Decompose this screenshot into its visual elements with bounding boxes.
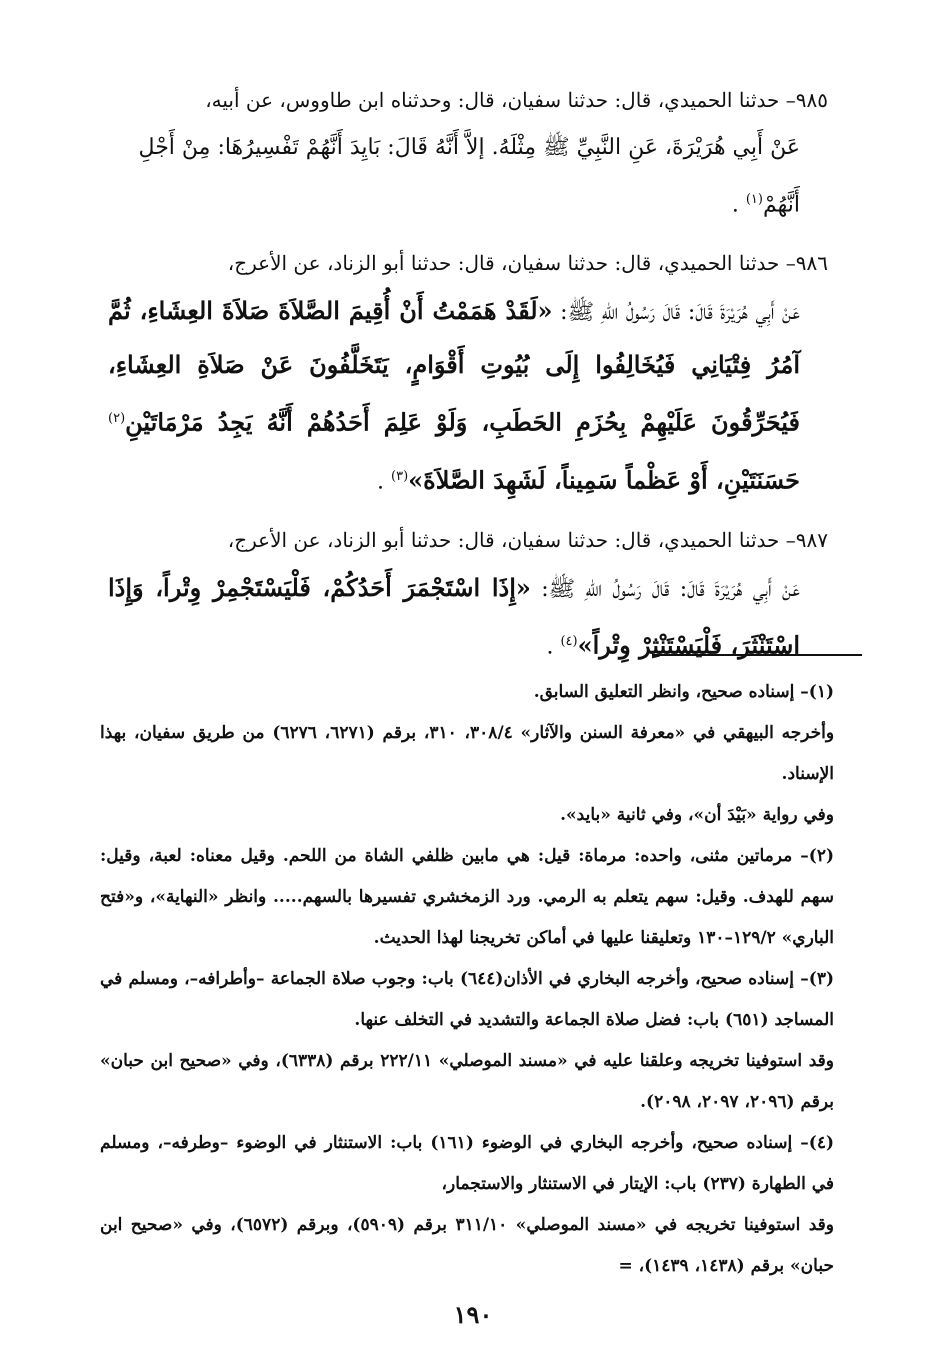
- hadith-matn: [108, 122, 828, 231]
- hadith-matn: [108, 562, 828, 673]
- footnote-reference: (١): [745, 192, 763, 207]
- matn-tail: .: [546, 634, 561, 660]
- matn-line: عَنْ أَبِي هُرَيْرَةَ، عَنِ النَّبِيِّ ﷺ مِثْلَهُ. إلاَّ أَنَّهُ قَالَ: بَايِدَ أَنَّهُمْ تَفْسِيرُهَا: مِنْ أَجْلِ: [138, 135, 800, 160]
- matn-intro: عَنْ أَبِي هُرَيْرَةَ قَالَ: قَالَ رَسُولُ اللهِ ﷺ:: [552, 300, 800, 326]
- page-number: ١٩٠: [453, 1300, 493, 1329]
- footnote-paragraph: (٤)– إسناده صحيح، وأخرجه البخاري في الوضوء (١٦١) باب: الاستنثار في الوضوء –وطرفه–، ومسلم في الطهارة (٢٣٧) باب: الإيتار في الاستنثار والاستجمار،: [100, 1133, 834, 1194]
- prophetic-saying: «إِذَا اسْتَجْمَرَ أَحَدُكُمْ، فَلْيَسْتَجْمِرْ وِتْراً، وَإِذَا اسْتَنْثَرَ، فَلْيَسْتَنْثِرْ وِتْراً»: [108, 572, 800, 660]
- hadith-985: [108, 78, 828, 231]
- footnotes: [100, 672, 860, 1287]
- prophetic-saying-cont: حَسَنَتَيْنِ، أَوْ عَظْماً سَمِيناً، لَشَهِدَ الصَّلاَةَ»: [408, 464, 800, 494]
- footnote-paragraph: وقد استوفينا تخريجه في «مسند الموصلي» ٣١١/١٠ برقم (٥٩٠٩)، وبرقم (٦٥٧٢)، وفي «صحيح ابن حبان» برقم (١٤٣٨، ١٤٣٩)، =: [100, 1215, 834, 1276]
- footnote-separator: [652, 654, 862, 656]
- matn-tail: .: [731, 192, 746, 218]
- footnote-paragraph: (٢)– مرماتين مثنى، واحده: مرماة: قيل: هي مابين ظلفي الشاة من اللحم. وقيل معناه: لعبة، وقيل: سهم للهدف. وقيل: سهم يتعلم به الرمي. ورد الزمخشري تفسيرها بالسهم..... وانظر «النهاية»، و«فتح الباري» ١٢٩/٢–١٣٠ وتعليقنا عليها في أماكن تخريجنا لهذا الحديث.: [100, 846, 834, 948]
- footnote-reference: (٣): [391, 468, 409, 484]
- hadith-987: [108, 518, 828, 673]
- hadith-chain: ٩٨٧– حدثنا الحميدي، قال: حدثنا سفيان، قال: حدثنا أبو الزناد، عن الأعرج،: [227, 527, 828, 552]
- prophetic-saying: «لَقَدْ هَمَمْتُ أَنْ أُقِيمَ الصَّلاَةَ صَلاَةَ العِشَاءِ، ثُمَّ آمُرُ فِتْيَانِي فَيُخَالِفُوا إِلَى بُيُوتِ أَقْوَامٍ، يَتَخَلَّفُونَ عَنْ صَلاَةِ العِشَاءِ، فَيُحَرِّقُونَ عَلَيْهِمْ بِحُزَمِ الحَطَبِ، وَلَوْ عَلِمَ أَحَدُهُمْ أَنَّهُ يَجِدُ مَرْمَاتَيْنِ: [108, 296, 800, 437]
- hadith-chain: ٩٨٥– حدثنا الحميدي، قال: حدثنا سفيان، قال: وحدثناه ابن طاووس، عن أبيه،: [205, 88, 828, 112]
- footnote-reference: (٤): [560, 633, 578, 649]
- matn-line: أَنَّهُمْ: [762, 192, 800, 218]
- hadith-chain: ٩٨٦– حدثنا الحميدي، قال: حدثنا سفيان، قال: حدثنا أبو الزناد، عن الأعرج،: [227, 251, 828, 276]
- matn-tail: .: [377, 468, 392, 494]
- matn-intro: عَنْ أَبِي هُرَيْرَةَ قَالَ: قَالَ رَسُولُ اللهِ ﷺ:: [530, 576, 800, 602]
- hadith-986: [108, 241, 828, 508]
- footnote-reference: (٢): [108, 411, 126, 427]
- footnote-paragraph: وأخرجه البيهقي في «معرفة السنن والآثار» ٣٠٨/٤، ٣١٠، برقم (٦٢٧١، ٦٢٧٦) من طريق سفيان، بهذا الإسناد.: [100, 723, 835, 784]
- footnote-paragraph: (١)– إسناده صحيح، وانظر التعليق السابق.: [533, 682, 834, 702]
- main-text: [108, 78, 828, 683]
- footnote-paragraph: وقد استوفينا تخريجه وعلقنا عليه في «مسند الموصلي» ٢٢٢/١١ برقم (٦٣٣٨)، وفي «صحيح ابن حبان» برقم (٢٠٩٦، ٢٠٩٧، ٢٠٩٨).: [100, 1051, 835, 1112]
- footnote-paragraph: وفي رواية «بَيْدَ أن»، وفي ثانية «بايد».: [560, 805, 834, 825]
- hadith-matn: [108, 285, 828, 508]
- footnote-paragraph: (٣)– إسناده صحيح، وأخرجه البخاري في الأذان(٦٤٤) باب: وجوب صلاة الجماعة –وأطرافه–، ومسلم في المساجد (٦٥١) باب: فضل صلاة الجماعة والتشديد في التخلف عنها.: [100, 969, 834, 1030]
